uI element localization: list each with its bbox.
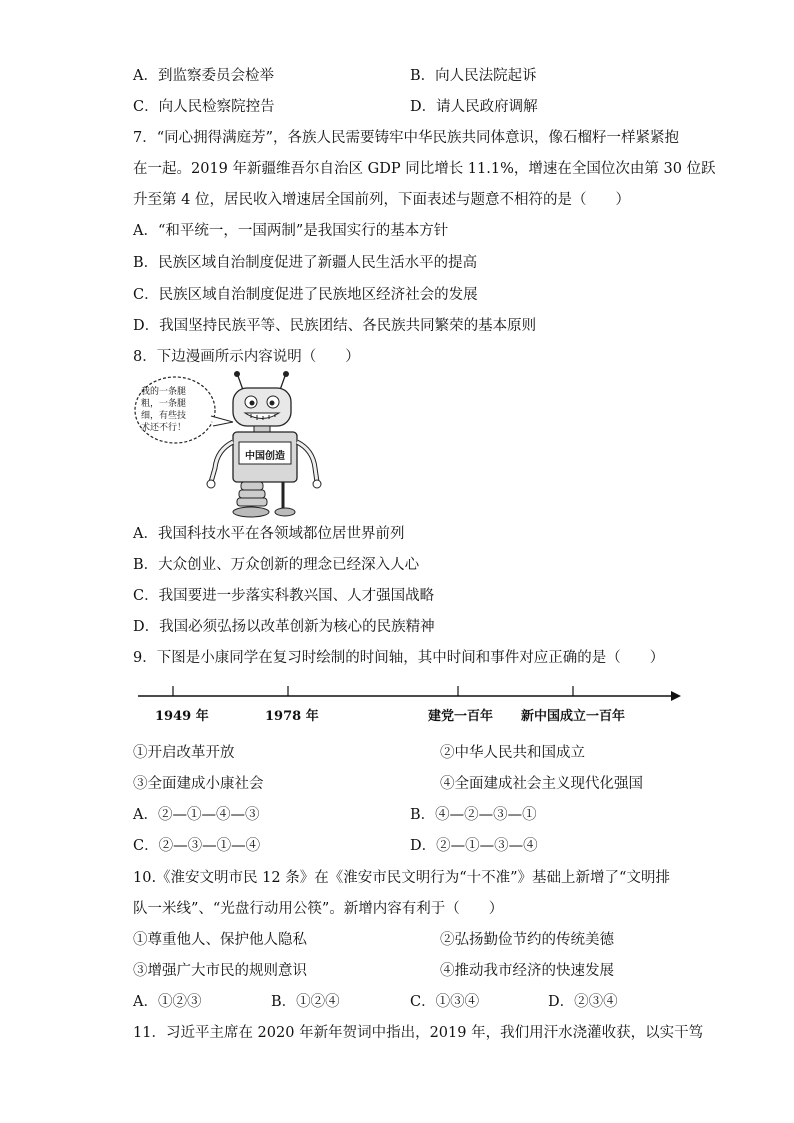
- q6-option-c: C．向人民检察院控告: [133, 99, 275, 115]
- q7-stem-line2: 在一起。2019 年新疆维吾尔自治区 GDP 同比增长 11.1%，增速在全国位次由第 30 位跃: [133, 161, 716, 177]
- q7-stem-line3: 升至第 4 位，居民收入增速居全国前列，下面表述与题意不相符的是（ ）: [133, 192, 630, 208]
- q7-stem-line1: 7．“同心拥得满庭芳”，各族人民需要铸牢中华民族共同体意识，像石榴籽一样紧紧抱: [133, 130, 680, 146]
- q10-stem-line1: 10.《淮安文明市民 12 条》在《淮安市民文明行为“十不准”》基础上新增了“文明排: [133, 870, 670, 886]
- q10-option-a: A．①②③: [133, 994, 202, 1010]
- q9-item-3: ③全面建成小康社会: [133, 776, 264, 792]
- q10-option-c: C．①③④: [410, 994, 480, 1010]
- comic-bubble-line: 粗，一条腿: [141, 399, 187, 409]
- q10-item-3: ③增强广大市民的规则意识: [133, 963, 307, 979]
- comic-bubble-line: 术还不行！: [141, 423, 187, 433]
- q9-item-2: ②中华人民共和国成立: [440, 745, 585, 761]
- q6-option-d: D．请人民政府调解: [410, 99, 538, 115]
- comic-bubble-line: 细，有些技: [141, 411, 187, 421]
- q8-option-d: D．我国必须弘扬以改革创新为核心的民族精神: [133, 619, 435, 635]
- q9-option-d: D．②—①—③—④: [410, 838, 538, 854]
- timeline-label-1949: 1949 年: [155, 709, 209, 724]
- q9-item-4: ④全面建成社会主义现代化强国: [440, 776, 643, 792]
- q10-item-2: ②弘扬勤俭节约的传统美德: [440, 932, 614, 948]
- q9-option-c: C．②—③—①—④: [133, 838, 261, 854]
- q9-item-1: ①开启改革开放: [133, 745, 235, 761]
- q7-option-a: A．“和平统一，一国两制”是我国实行的基本方针: [133, 223, 449, 239]
- q6-option-b: B．向人民法院起诉: [410, 68, 537, 84]
- comic-bubble-line: 我的一条腿: [141, 387, 187, 397]
- timeline-label-1978: 1978 年: [265, 709, 319, 724]
- timeline-label-prc-centenary: 新中国成立一百年: [521, 709, 626, 724]
- q9-option-a: A．②—①—④—③: [133, 807, 260, 823]
- q10-stem-line2: 队一米线”、“光盘行动用公筷”。新增内容有利于（ ）: [133, 901, 504, 917]
- q7-option-b: B．民族区域自治制度促进了新疆人民生活水平的提高: [133, 255, 478, 271]
- q10-option-b: B．①②④: [271, 994, 340, 1010]
- q7-option-d: D．我国坚持民族平等、民族团结、各民族共同繁荣的基本原则: [133, 318, 537, 334]
- q9-stem: 9．下图是小康同学在复习时绘制的时间轴，其中时间和事件对应正确的是（ ）: [133, 650, 665, 666]
- q6-option-a: A．到监察委员会检举: [133, 68, 274, 84]
- q8-option-b: B．大众创业、万众创新的理念已经深入人心: [133, 557, 420, 573]
- q8-option-c: C．我国要进一步落实科教兴国、人才强国战略: [133, 588, 435, 604]
- q8-option-a: A．我国科技水平在各领域都位居世界前列: [133, 526, 405, 542]
- comic-sign-text: 中国创造: [245, 451, 285, 462]
- q10-item-1: ①尊重他人、保护他人隐私: [133, 932, 307, 948]
- q8-stem: 8．下边漫画所示内容说明（ ）: [133, 349, 360, 365]
- q7-option-c: C．民族区域自治制度促进了民族地区经济社会的发展: [133, 287, 478, 303]
- q10-option-d: D．②③④: [548, 994, 618, 1010]
- timeline-label-party-centenary: 建党一百年: [428, 709, 494, 724]
- robot-comic: [133, 358, 333, 520]
- q10-item-4: ④推动我市经济的快速发展: [440, 963, 614, 979]
- q9-option-b: B．④—②—③—①: [410, 807, 537, 823]
- q11-stem-line1: 11．习近平主席在 2020 年新年贺词中指出，2019 年，我们用汗水浇灌收获，以实干笃: [133, 1025, 704, 1041]
